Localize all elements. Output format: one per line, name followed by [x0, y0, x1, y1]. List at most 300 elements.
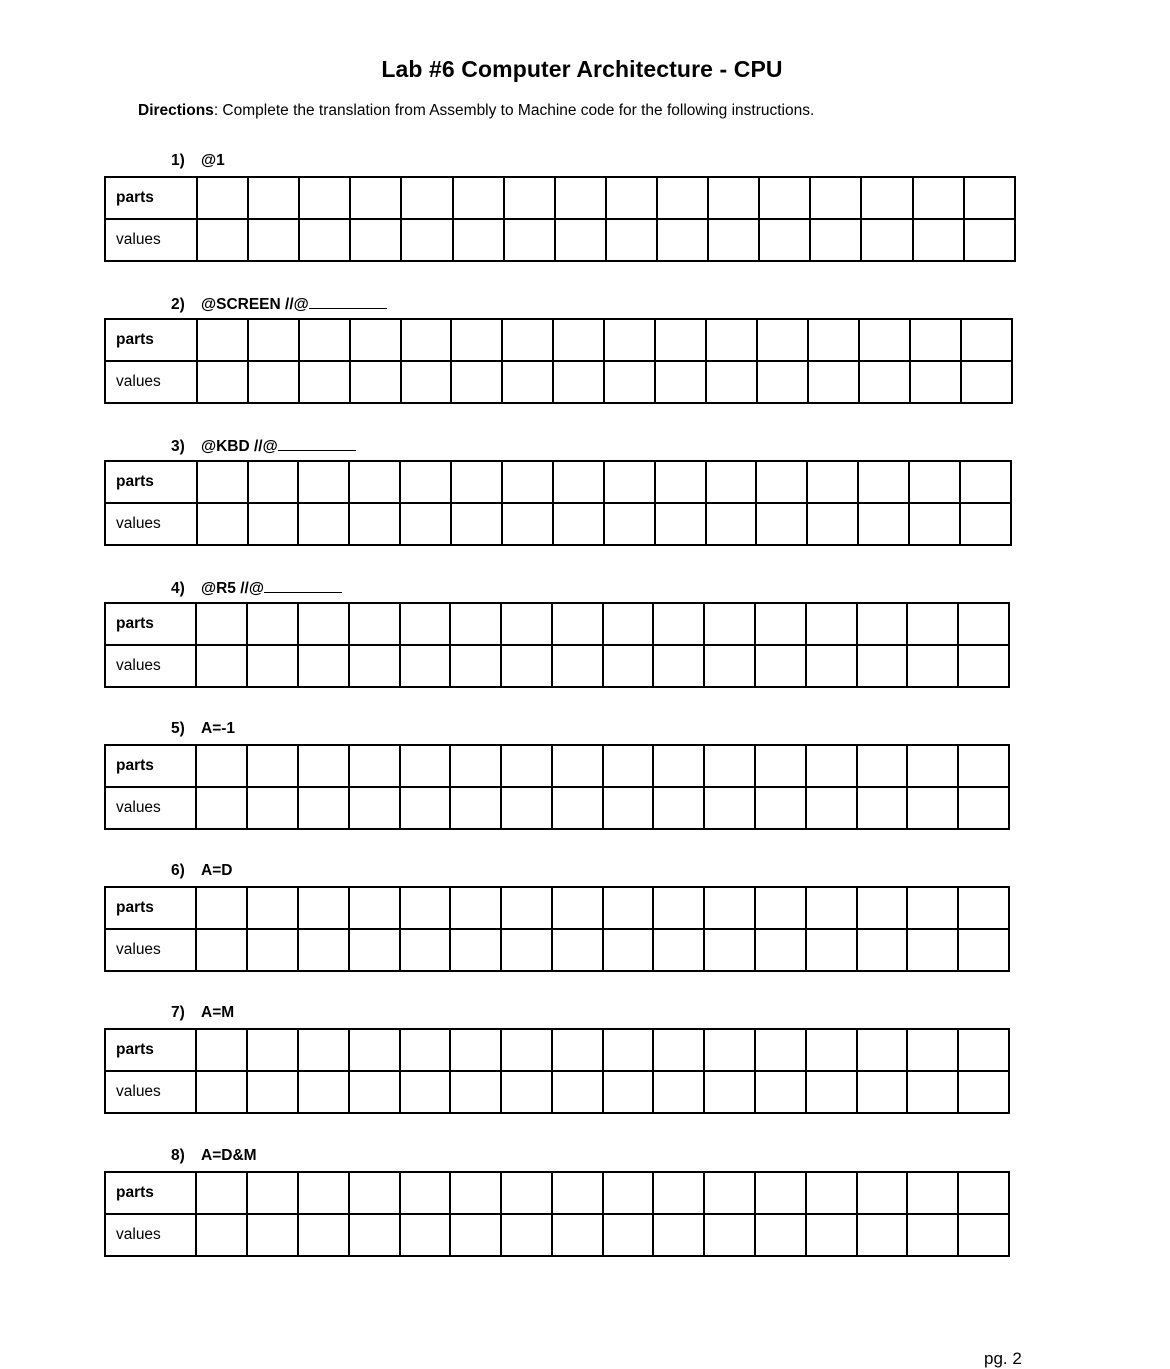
values-cell[interactable] [247, 1071, 298, 1113]
values-cell[interactable] [400, 929, 451, 971]
parts-cell[interactable] [555, 177, 606, 219]
values-cell[interactable] [756, 503, 807, 545]
values-cell[interactable] [757, 361, 808, 403]
values-cell[interactable] [453, 219, 504, 261]
values-cell[interactable] [298, 1214, 349, 1256]
parts-cell[interactable] [299, 319, 350, 361]
problem-5 [104, 720, 1010, 830]
values-cell[interactable] [708, 219, 759, 261]
parts-cell[interactable] [298, 745, 349, 787]
parts-cell[interactable] [655, 319, 706, 361]
values-cell[interactable] [553, 361, 604, 403]
parts-cell[interactable] [349, 461, 400, 503]
values-cell[interactable] [400, 787, 451, 829]
parts-cell[interactable] [704, 603, 755, 645]
parts-row-label: parts [105, 177, 197, 219]
parts-cell[interactable] [501, 887, 552, 929]
values-cell[interactable] [961, 361, 1012, 403]
values-cell[interactable] [704, 1214, 755, 1256]
parts-cell[interactable] [704, 1029, 755, 1071]
values-cell[interactable] [960, 503, 1011, 545]
parts-cell[interactable] [653, 1029, 704, 1071]
parts-cell[interactable] [247, 603, 298, 645]
values-row [105, 929, 1009, 971]
values-cell[interactable] [858, 503, 909, 545]
values-cell[interactable] [653, 645, 704, 687]
values-cell[interactable] [913, 219, 964, 261]
parts-cell[interactable] [247, 745, 298, 787]
values-cell[interactable] [653, 929, 704, 971]
values-cell[interactable] [349, 503, 400, 545]
values-cell[interactable] [755, 1071, 806, 1113]
values-cell[interactable] [349, 645, 400, 687]
values-cell[interactable] [861, 219, 912, 261]
parts-cell[interactable] [704, 745, 755, 787]
values-cell[interactable] [197, 361, 248, 403]
parts-cell[interactable] [450, 887, 501, 929]
directions [138, 102, 814, 120]
parts-cell[interactable] [450, 1029, 501, 1071]
parts-cell[interactable] [755, 1172, 806, 1214]
parts-cell[interactable] [501, 603, 552, 645]
parts-cell[interactable] [806, 1172, 857, 1214]
values-cell[interactable] [859, 361, 910, 403]
bit-grid [104, 176, 1016, 262]
values-cell[interactable] [907, 1214, 958, 1256]
parts-cell[interactable] [450, 603, 501, 645]
values-cell[interactable] [552, 787, 603, 829]
values-cell[interactable] [501, 645, 552, 687]
parts-cell[interactable] [960, 461, 1011, 503]
parts-cell[interactable] [196, 1172, 247, 1214]
parts-cell[interactable] [706, 461, 757, 503]
values-cell[interactable] [450, 1071, 501, 1113]
parts-cell[interactable] [552, 745, 603, 787]
values-cell[interactable] [704, 787, 755, 829]
parts-row [105, 603, 1009, 645]
values-cell[interactable] [349, 1214, 400, 1256]
values-cell[interactable] [907, 645, 958, 687]
values-cell[interactable] [909, 503, 960, 545]
problem-label [171, 152, 225, 170]
values-cell[interactable] [555, 219, 606, 261]
values-cell[interactable] [196, 787, 247, 829]
parts-row [105, 1029, 1009, 1071]
values-cell[interactable] [501, 929, 552, 971]
parts-cell[interactable] [197, 177, 248, 219]
parts-cell[interactable] [755, 887, 806, 929]
parts-cell[interactable] [604, 319, 655, 361]
parts-cell[interactable] [653, 603, 704, 645]
values-cell[interactable] [248, 503, 299, 545]
values-cell[interactable] [604, 361, 655, 403]
parts-cell[interactable] [247, 1029, 298, 1071]
parts-cell[interactable] [248, 177, 299, 219]
parts-cell[interactable] [958, 1029, 1009, 1071]
parts-cell[interactable] [552, 1172, 603, 1214]
values-cell[interactable] [603, 1214, 654, 1256]
values-cell[interactable] [910, 361, 961, 403]
values-cell[interactable] [350, 219, 401, 261]
values-cell[interactable] [400, 503, 451, 545]
parts-cell[interactable] [755, 1029, 806, 1071]
problem-1 [104, 152, 1016, 262]
parts-cell[interactable] [400, 887, 451, 929]
values-cell[interactable] [349, 1071, 400, 1113]
parts-cell[interactable] [553, 461, 604, 503]
values-cell[interactable] [298, 787, 349, 829]
values-cell[interactable] [604, 503, 655, 545]
problem-4 [104, 580, 1010, 688]
values-cell[interactable] [401, 361, 452, 403]
parts-cell[interactable] [958, 887, 1009, 929]
values-cell[interactable] [502, 361, 553, 403]
values-cell[interactable] [196, 1214, 247, 1256]
bit-grid [104, 602, 1010, 688]
values-cell[interactable] [755, 787, 806, 829]
values-cell[interactable] [400, 1071, 451, 1113]
values-cell[interactable] [808, 361, 859, 403]
parts-cell[interactable] [349, 1172, 400, 1214]
parts-cell[interactable] [759, 177, 810, 219]
values-cell[interactable] [706, 503, 757, 545]
values-cell[interactable] [298, 503, 349, 545]
parts-cell[interactable] [196, 887, 247, 929]
parts-cell[interactable] [502, 319, 553, 361]
values-cell[interactable] [450, 645, 501, 687]
parts-cell[interactable] [349, 603, 400, 645]
parts-cell[interactable] [708, 177, 759, 219]
problem-label [171, 436, 356, 456]
bit-grid [104, 1171, 1010, 1257]
parts-cell[interactable] [653, 887, 704, 929]
values-cell[interactable] [247, 645, 298, 687]
values-cell[interactable] [248, 361, 299, 403]
parts-row [105, 745, 1009, 787]
values-cell[interactable] [501, 1071, 552, 1113]
values-cell[interactable] [653, 787, 704, 829]
parts-cell[interactable] [196, 745, 247, 787]
parts-cell[interactable] [961, 319, 1012, 361]
values-cell[interactable] [451, 361, 502, 403]
parts-cell[interactable] [298, 461, 349, 503]
problem-number: 4) [171, 580, 185, 597]
values-row-label: values [105, 787, 196, 829]
values-cell[interactable] [450, 929, 501, 971]
values-cell[interactable] [603, 929, 654, 971]
parts-cell[interactable] [857, 887, 908, 929]
parts-cell[interactable] [400, 1029, 451, 1071]
parts-cell[interactable] [958, 745, 1009, 787]
problem-6 [104, 862, 1010, 972]
parts-cell[interactable] [197, 319, 248, 361]
values-cell[interactable] [400, 645, 451, 687]
parts-cell[interactable] [657, 177, 708, 219]
values-cell[interactable] [603, 1071, 654, 1113]
parts-cell[interactable] [810, 177, 861, 219]
parts-cell[interactable] [861, 177, 912, 219]
parts-cell[interactable] [400, 745, 451, 787]
parts-row-label: parts [105, 1172, 196, 1214]
parts-cell[interactable] [451, 461, 502, 503]
parts-cell[interactable] [504, 177, 555, 219]
values-cell[interactable] [907, 1071, 958, 1113]
parts-cell[interactable] [806, 603, 857, 645]
parts-cell[interactable] [350, 319, 401, 361]
values-cell[interactable] [603, 787, 654, 829]
values-cell[interactable] [298, 1071, 349, 1113]
parts-cell[interactable] [603, 603, 654, 645]
values-cell[interactable] [349, 787, 400, 829]
answer-blank[interactable] [309, 294, 387, 309]
parts-cell[interactable] [501, 1029, 552, 1071]
parts-cell[interactable] [400, 1172, 451, 1214]
values-row [105, 219, 1015, 261]
parts-cell[interactable] [606, 177, 657, 219]
parts-cell[interactable] [451, 319, 502, 361]
parts-cell[interactable] [248, 461, 299, 503]
values-cell[interactable] [400, 1214, 451, 1256]
parts-cell[interactable] [964, 177, 1015, 219]
values-cell[interactable] [655, 361, 706, 403]
values-cell[interactable] [958, 645, 1009, 687]
parts-cell[interactable] [453, 177, 504, 219]
parts-cell[interactable] [857, 603, 908, 645]
values-row-label: values [105, 1071, 196, 1113]
directions-label: Directions [138, 102, 214, 119]
values-cell[interactable] [657, 219, 708, 261]
values-cell[interactable] [958, 1071, 1009, 1113]
parts-cell[interactable] [552, 603, 603, 645]
parts-cell[interactable] [401, 319, 452, 361]
parts-cell[interactable] [247, 887, 298, 929]
parts-cell[interactable] [704, 887, 755, 929]
values-cell[interactable] [401, 219, 452, 261]
problem-label [171, 578, 342, 598]
parts-cell[interactable] [857, 745, 908, 787]
answer-blank[interactable] [278, 436, 356, 451]
values-row-label: values [105, 1214, 196, 1256]
parts-cell[interactable] [755, 745, 806, 787]
values-cell[interactable] [704, 1071, 755, 1113]
parts-cell[interactable] [910, 319, 961, 361]
values-cell[interactable] [247, 1214, 298, 1256]
parts-cell[interactable] [907, 1029, 958, 1071]
parts-row [105, 319, 1012, 361]
values-cell[interactable] [806, 645, 857, 687]
values-cell[interactable] [502, 503, 553, 545]
problem-number: 6) [171, 862, 185, 879]
values-cell[interactable] [810, 219, 861, 261]
parts-cell[interactable] [756, 461, 807, 503]
parts-cell[interactable] [755, 603, 806, 645]
parts-cell[interactable] [907, 745, 958, 787]
parts-cell[interactable] [349, 887, 400, 929]
parts-cell[interactable] [807, 461, 858, 503]
values-row [105, 361, 1012, 403]
values-cell[interactable] [704, 929, 755, 971]
values-cell[interactable] [197, 503, 248, 545]
parts-cell[interactable] [907, 1172, 958, 1214]
values-cell[interactable] [759, 219, 810, 261]
parts-row [105, 461, 1011, 503]
values-cell[interactable] [196, 1071, 247, 1113]
values-cell[interactable] [349, 929, 400, 971]
parts-cell[interactable] [907, 887, 958, 929]
values-cell[interactable] [857, 1071, 908, 1113]
parts-cell[interactable] [806, 1029, 857, 1071]
values-cell[interactable] [197, 219, 248, 261]
values-cell[interactable] [806, 787, 857, 829]
parts-cell[interactable] [909, 461, 960, 503]
parts-cell[interactable] [857, 1172, 908, 1214]
values-cell[interactable] [196, 645, 247, 687]
parts-cell[interactable] [501, 745, 552, 787]
values-cell[interactable] [704, 645, 755, 687]
values-cell[interactable] [857, 1214, 908, 1256]
parts-cell[interactable] [603, 1029, 654, 1071]
parts-cell[interactable] [247, 1172, 298, 1214]
values-cell[interactable] [501, 787, 552, 829]
values-cell[interactable] [755, 645, 806, 687]
answer-blank[interactable] [264, 578, 342, 593]
values-cell[interactable] [806, 1214, 857, 1256]
parts-cell[interactable] [653, 1172, 704, 1214]
parts-cell[interactable] [857, 1029, 908, 1071]
parts-cell[interactable] [298, 887, 349, 929]
parts-row-label: parts [105, 1029, 196, 1071]
parts-cell[interactable] [704, 1172, 755, 1214]
values-cell[interactable] [552, 929, 603, 971]
problem-number: 2) [171, 296, 185, 313]
parts-cell[interactable] [196, 603, 247, 645]
parts-cell[interactable] [350, 177, 401, 219]
values-cell[interactable] [299, 361, 350, 403]
values-cell[interactable] [655, 503, 706, 545]
values-cell[interactable] [958, 1214, 1009, 1256]
values-cell[interactable] [857, 645, 908, 687]
parts-cell[interactable] [757, 319, 808, 361]
parts-cell[interactable] [552, 887, 603, 929]
values-cell[interactable] [907, 787, 958, 829]
values-cell[interactable] [298, 645, 349, 687]
values-cell[interactable] [552, 1214, 603, 1256]
problem-number: 8) [171, 1147, 185, 1164]
problem-8 [104, 1147, 1010, 1257]
parts-cell[interactable] [501, 1172, 552, 1214]
parts-cell[interactable] [958, 1172, 1009, 1214]
parts-cell[interactable] [958, 603, 1009, 645]
parts-cell[interactable] [907, 603, 958, 645]
values-row [105, 787, 1009, 829]
parts-cell[interactable] [858, 461, 909, 503]
values-cell[interactable] [247, 787, 298, 829]
parts-cell[interactable] [653, 745, 704, 787]
parts-cell[interactable] [400, 461, 451, 503]
parts-cell[interactable] [298, 1172, 349, 1214]
values-cell[interactable] [958, 787, 1009, 829]
values-cell[interactable] [552, 645, 603, 687]
values-cell[interactable] [653, 1214, 704, 1256]
parts-cell[interactable] [913, 177, 964, 219]
values-cell[interactable] [298, 929, 349, 971]
parts-cell[interactable] [450, 1172, 501, 1214]
parts-cell[interactable] [298, 603, 349, 645]
parts-cell[interactable] [655, 461, 706, 503]
bit-grid [104, 460, 1012, 546]
parts-cell[interactable] [248, 319, 299, 361]
values-cell[interactable] [964, 219, 1015, 261]
parts-cell[interactable] [603, 745, 654, 787]
parts-cell[interactable] [806, 887, 857, 929]
problem-label [171, 720, 235, 738]
parts-cell[interactable] [502, 461, 553, 503]
parts-cell[interactable] [349, 745, 400, 787]
parts-cell[interactable] [706, 319, 757, 361]
parts-cell[interactable] [859, 319, 910, 361]
values-row-label: values [105, 361, 197, 403]
parts-cell[interactable] [603, 887, 654, 929]
values-cell[interactable] [501, 1214, 552, 1256]
values-cell[interactable] [196, 929, 247, 971]
values-cell[interactable] [603, 645, 654, 687]
values-cell[interactable] [450, 787, 501, 829]
values-cell[interactable] [806, 1071, 857, 1113]
values-cell[interactable] [247, 929, 298, 971]
values-cell[interactable] [552, 1071, 603, 1113]
parts-cell[interactable] [604, 461, 655, 503]
parts-cell[interactable] [298, 1029, 349, 1071]
values-cell[interactable] [706, 361, 757, 403]
values-cell[interactable] [958, 929, 1009, 971]
parts-row-label: parts [105, 461, 197, 503]
parts-cell[interactable] [806, 745, 857, 787]
parts-cell[interactable] [299, 177, 350, 219]
values-cell[interactable] [553, 503, 604, 545]
values-cell[interactable] [857, 929, 908, 971]
values-cell[interactable] [653, 1071, 704, 1113]
page-number: pg. 2 [984, 1349, 1022, 1368]
values-row [105, 1071, 1009, 1113]
values-cell[interactable] [299, 219, 350, 261]
values-cell[interactable] [450, 1214, 501, 1256]
values-cell[interactable] [907, 929, 958, 971]
values-cell[interactable] [857, 787, 908, 829]
parts-cell[interactable] [197, 461, 248, 503]
values-cell[interactable] [755, 929, 806, 971]
values-cell[interactable] [248, 219, 299, 261]
parts-row [105, 887, 1009, 929]
parts-cell[interactable] [553, 319, 604, 361]
values-cell[interactable] [755, 1214, 806, 1256]
parts-cell[interactable] [400, 603, 451, 645]
parts-cell[interactable] [552, 1029, 603, 1071]
bit-grid [104, 1028, 1010, 1114]
values-cell[interactable] [504, 219, 555, 261]
parts-cell[interactable] [450, 745, 501, 787]
values-cell[interactable] [806, 929, 857, 971]
values-cell[interactable] [807, 503, 858, 545]
values-cell[interactable] [350, 361, 401, 403]
values-cell[interactable] [606, 219, 657, 261]
page-title: Lab #6 Computer Architecture - CPU [381, 56, 783, 82]
parts-cell[interactable] [196, 1029, 247, 1071]
parts-cell[interactable] [401, 177, 452, 219]
parts-cell[interactable] [808, 319, 859, 361]
values-cell[interactable] [451, 503, 502, 545]
parts-cell[interactable] [603, 1172, 654, 1214]
parts-cell[interactable] [349, 1029, 400, 1071]
